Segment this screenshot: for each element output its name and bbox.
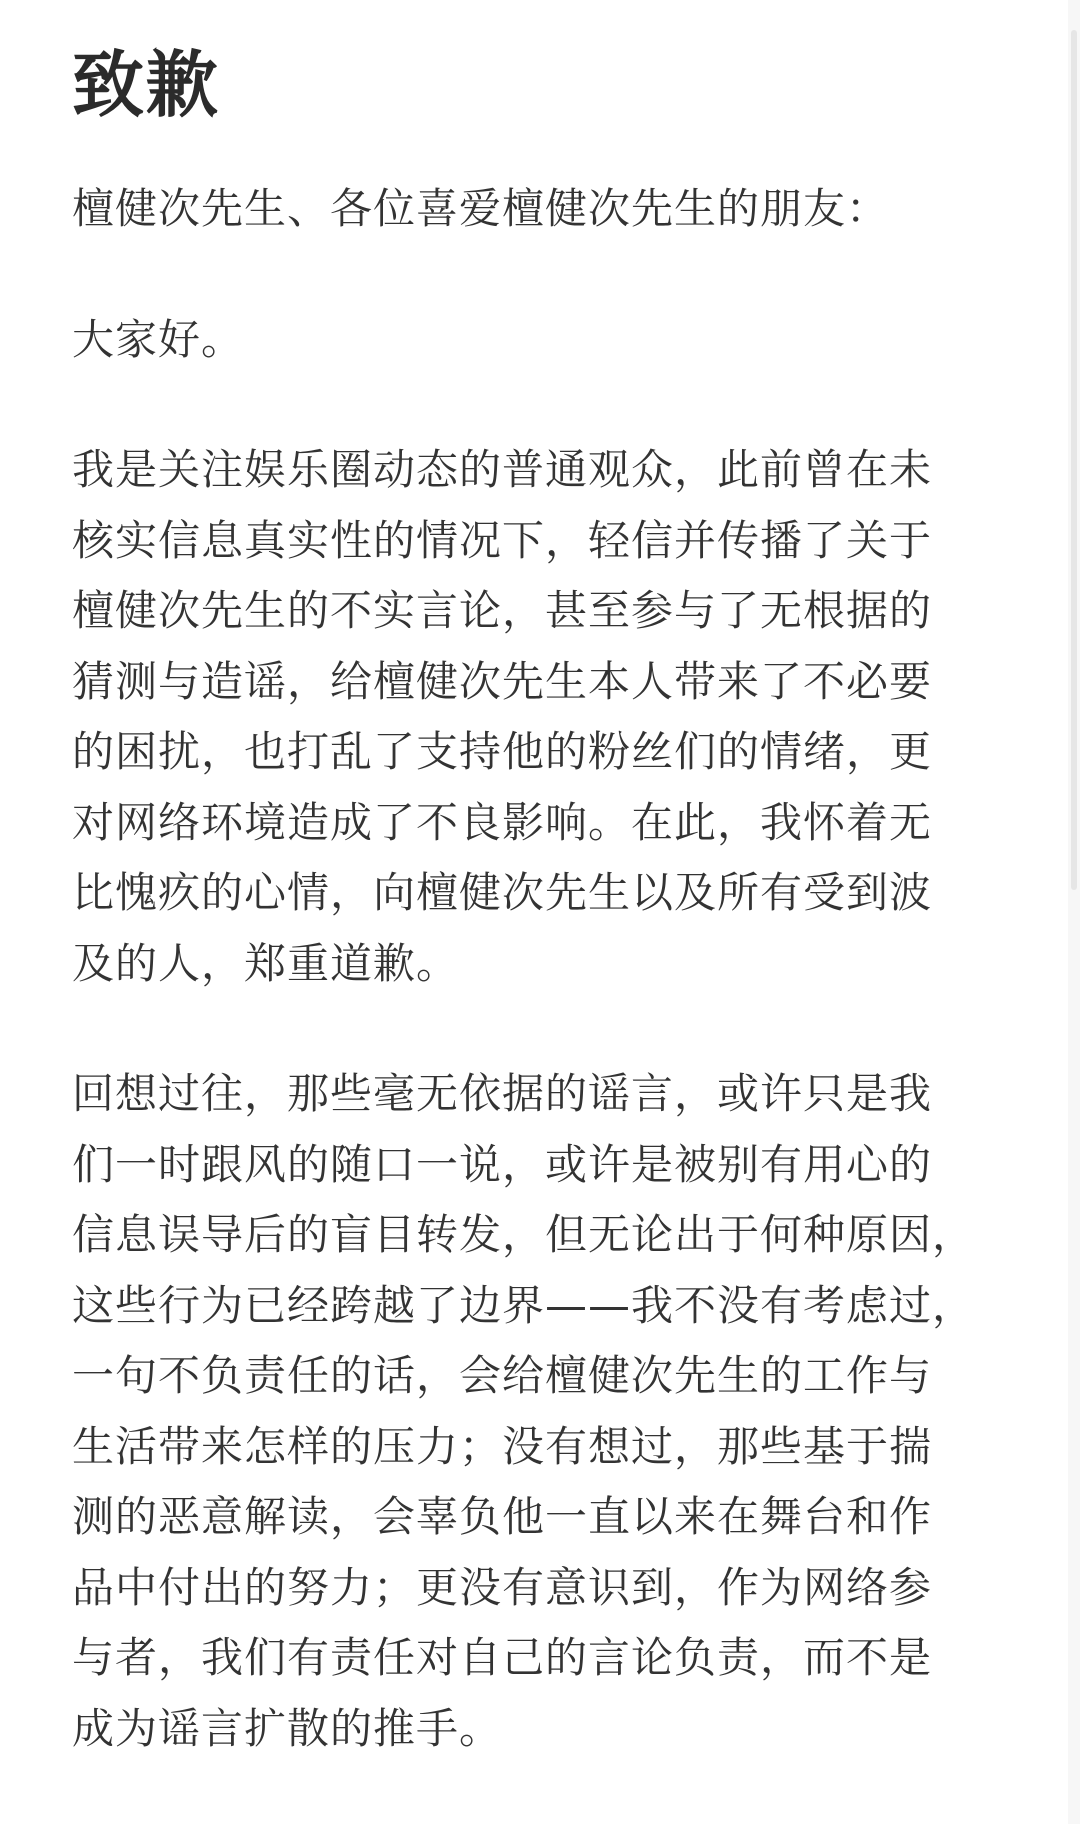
paragraph-line: 们一时跟风的随口一说，或许是被别有用心的 <box>72 1139 933 1189</box>
paragraph-line: 核实信息真实性的情况下，轻信并传播了关于 <box>72 515 933 565</box>
paragraph-2 <box>72 1059 1012 1764</box>
paragraph-line: 檀健次先生的不实言论，甚至参与了无根据的 <box>72 586 933 635</box>
paragraph-line: 回想过往，那些毫无依据的谣言，或许只是我 <box>72 1069 933 1118</box>
paragraph-line: 我是关注娱乐圈动态的普通观众，此前曾在未 <box>72 445 933 494</box>
paragraph-line: 生活带来怎样的压力；没有想过，那些基于揣 <box>72 1421 933 1471</box>
paragraph-line: 一句不负责任的话，会给檀健次先生的工作与 <box>72 1351 933 1400</box>
paragraph-line: 对网络环境造成了不良影响。在此，我怀着无 <box>72 797 933 847</box>
paragraph-line: 这些行为已经跨越了边界——我不没有考虑过， <box>72 1280 976 1330</box>
greeting: 大家好。 <box>72 314 245 364</box>
paragraph-1 <box>72 435 1012 999</box>
scrollbar-thumb[interactable] <box>1071 30 1077 890</box>
scrollbar[interactable] <box>1068 0 1080 1824</box>
salutation: 檀健次先生、各位喜爱檀健次先生的朋友： <box>72 184 890 233</box>
paragraph-line: 信息误导后的盲目转发，但无论出于何种原因， <box>72 1210 976 1259</box>
paragraph-line: 猜测与造谣，给檀健次先生本人带来了不必要 <box>72 656 933 706</box>
paragraph-line: 测的恶意解读，会辜负他一直以来在舞台和作 <box>72 1492 933 1541</box>
paragraph-line: 比愧疚的心情，向檀健次先生以及所有受到波 <box>72 868 933 917</box>
article-body <box>72 40 1012 1824</box>
paragraph-line: 的困扰，也打乱了支持他的粉丝们的情绪，更 <box>72 727 933 776</box>
paragraph-line: 与者，我们有责任对自己的言论负责，而不是 <box>72 1633 933 1682</box>
paragraph-line: 成为谣言扩散的推手。 <box>72 1703 503 1753</box>
page-title: 致歉 <box>72 43 221 127</box>
paragraph-line: 品中付出的努力；更没有意识到，作为网络参 <box>72 1562 933 1612</box>
paragraph-line: 及的人，郑重道歉。 <box>72 938 460 988</box>
